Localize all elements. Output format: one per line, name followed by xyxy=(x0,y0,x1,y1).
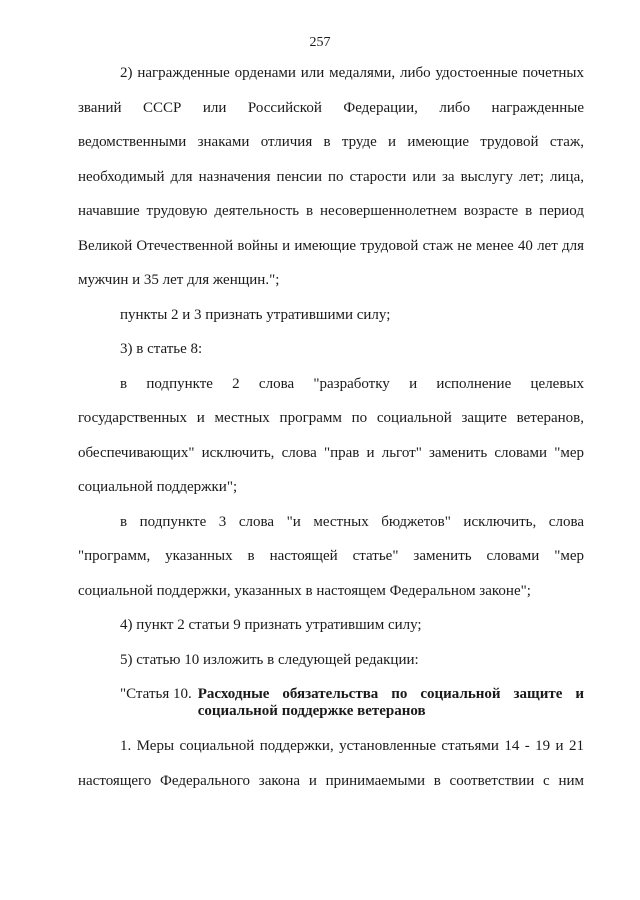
paragraph-subpoint-2: в подпункте 2 слова "разработку и исполнение целевых государственных и местных программ по социальной защите ветеранов, обеспечивающих" исключить, слова "прав и льгот" заменить словами "мер социальной поддержки"; xyxy=(78,375,584,495)
paragraph-article-8: 3) в статье 8: xyxy=(120,341,203,357)
paragraph-awarded-veterans: 2) награжденные орденами или медалями, либо удостоенные почетных званий СССР или Российской Федерации, либо награжденные ведомственными знаками отличия в труде и имеющие трудовой стаж, необходимый для назначения пенсии по старости или за выслугу лет; лица, начавшие трудовую деятельность в несовершеннолетнем возрасте в период Великой Отечественной войны и имеющие трудовой стаж не менее 40 лет для мужчин и 35 лет для женщин."; xyxy=(78,65,584,288)
paragraph-subpoint-3: в подпункте 3 слова "и местных бюджетов" исключить, слова "программ, указанных в настоящей статье" заменить словами "мер социальной поддержки, указанных в настоящем Федеральном законе"; xyxy=(78,513,584,599)
paragraph-article-9: 4) пункт 2 статьи 9 признать утратившим силу; xyxy=(120,617,422,633)
paragraph-article-10-intro: 5) статью 10 изложить в следующей редакции: xyxy=(120,651,419,668)
article-10-title: Расходные обязательства по социальной защите и социальной поддержке ветеранов xyxy=(197,686,584,719)
document-body xyxy=(78,56,584,798)
article-10-heading xyxy=(78,677,584,729)
article-10-label: "Статья 10. xyxy=(120,686,192,702)
paragraph-points-void: пункты 2 и 3 признать утратившими силу; xyxy=(120,306,391,323)
page-number: 257 xyxy=(309,35,331,50)
paragraph-measures-1: 1. Меры социальной поддержки, установленные статьями 14 - 19 и 21 настоящего Федерального закона и принимаемыми в соответствии с ним xyxy=(78,738,584,789)
